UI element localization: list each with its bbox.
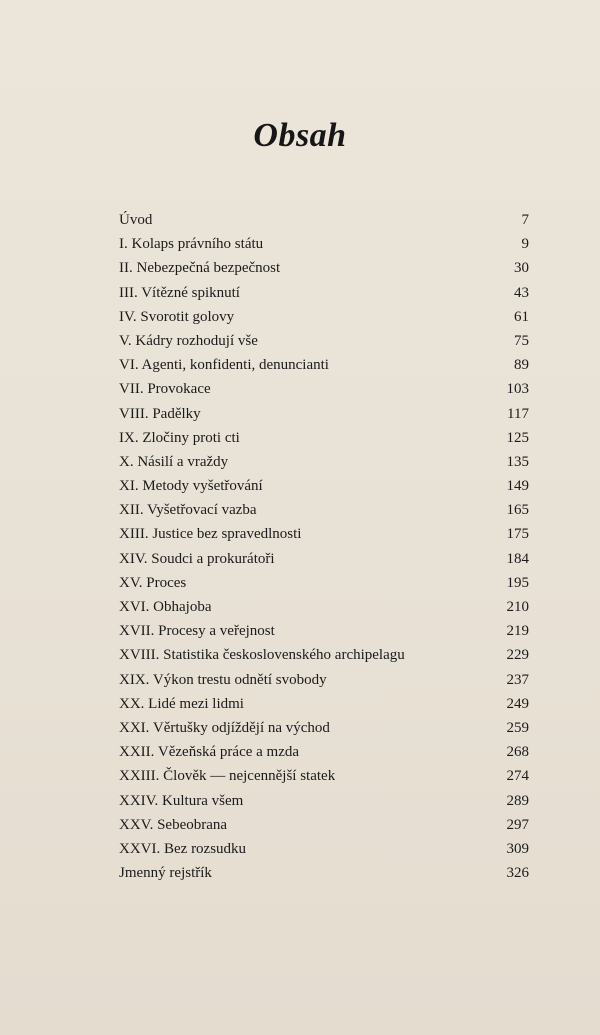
toc-entry: [119, 281, 529, 305]
table-of-contents: [119, 208, 529, 885]
toc-entry: [119, 547, 529, 571]
toc-entry-page-number: 117: [507, 405, 529, 422]
toc-entry-title: III. Vítězné spiknutí: [119, 284, 240, 301]
toc-entry: [119, 426, 529, 450]
toc-entry: [119, 353, 529, 377]
toc-entry-page-number: 149: [506, 478, 529, 495]
toc-entry-page-number: 135: [506, 453, 529, 470]
toc-entry: [119, 764, 529, 788]
toc-entry: [119, 643, 529, 667]
toc-entry-title: VI. Agenti, konfidenti, denuncianti: [119, 357, 329, 374]
toc-entry-page-number: 184: [506, 550, 529, 567]
toc-entry-title: IV. Svorotit golovy: [119, 308, 235, 325]
toc-entry-page-number: 30: [514, 260, 529, 277]
toc-entry-page-number: 7: [521, 212, 529, 228]
toc-entry: [119, 232, 529, 256]
toc-entry-page-number: 89: [514, 357, 529, 374]
toc-entry-page-number: 210: [506, 599, 529, 615]
page-title: Obsah: [253, 117, 347, 154]
toc-entry: [119, 571, 529, 595]
toc-entry-title: II. Nebezpečná bezpečnost: [119, 260, 281, 277]
toc-entry-page-number: 175: [506, 526, 529, 543]
toc-entry-title: VIII. Padělky: [119, 405, 201, 422]
toc-entry-title: XVII. Procesy a veřejnost: [119, 623, 275, 640]
toc-entry: [119, 498, 529, 522]
toc-entry-title: VII. Provokace: [119, 381, 211, 398]
toc-entry: [119, 668, 529, 692]
toc-entry-title: I. Kolaps právního státu: [119, 236, 264, 253]
toc-entry-page-number: 249: [506, 695, 529, 712]
toc-entry-title: XV. Proces: [119, 574, 187, 591]
toc-entry-page-number: 43: [514, 284, 529, 301]
toc-entry: [119, 522, 529, 546]
toc-entry-page-number: 326: [506, 865, 529, 882]
toc-entry-title: XXV. Sebeobrana: [119, 816, 228, 833]
toc-entry: [119, 789, 529, 813]
toc-entry-title: XXII. Vězeňská práce a mzda: [119, 744, 300, 761]
toc-entry-title: XI. Metody vyšetřování: [119, 478, 263, 495]
toc-entry: [119, 813, 529, 837]
toc-entry-title: XVI. Obhajoba: [119, 599, 212, 615]
toc-entry-page-number: 309: [506, 840, 529, 857]
toc-entry: [119, 837, 529, 861]
toc-entry-page-number: 125: [506, 429, 529, 446]
toc-entry-title: XIII. Justice bez spravedlnosti: [119, 526, 302, 543]
toc-entry: [119, 740, 529, 764]
toc-entry-page-number: 9: [521, 236, 529, 253]
toc-entry: [119, 595, 529, 619]
toc-entry-page-number: 229: [506, 647, 529, 664]
toc-entry-title: XVIII. Statistika československého archipelagu: [119, 647, 405, 664]
toc-entry-page-number: 103: [506, 381, 529, 398]
toc-entry: [119, 377, 529, 401]
toc-entry-title: XXIV. Kultura všem: [119, 792, 244, 809]
toc-entry-title: XXIII. Člověk — nejcennější statek: [119, 768, 336, 785]
toc-entry: [119, 619, 529, 643]
toc-entry-title: XIV. Soudci a prokurátoři: [119, 550, 275, 567]
toc-entry: [119, 329, 529, 353]
toc-entry: [119, 305, 529, 329]
toc-entry-title: XXI. Věrtušky odjíždějí na východ: [119, 719, 330, 736]
toc-entry-title: V. Kádry rozhodují vše: [119, 332, 258, 349]
toc-entry: [119, 861, 529, 885]
toc-entry-title: XII. Vyšetřovací vazba: [119, 502, 257, 519]
toc-entry-title: Jmenný rejstřík: [119, 865, 212, 882]
toc-entry-title: IX. Zločiny proti cti: [119, 429, 240, 446]
toc-entry-page-number: 195: [506, 574, 529, 591]
toc-entry: [119, 692, 529, 716]
toc-entry: [119, 474, 529, 498]
toc-entry-page-number: 237: [506, 671, 529, 688]
toc-entry-title: XIX. Výkon trestu odnětí svobody: [119, 671, 327, 688]
toc-entry-page-number: 268: [506, 744, 529, 761]
toc-entry-page-number: 259: [506, 719, 529, 736]
toc-entry-title: XX. Lidé mezi lidmi: [119, 695, 244, 712]
toc-entry: [119, 450, 529, 474]
toc-entry-page-number: 61: [514, 308, 529, 325]
toc-entry-page-number: 165: [506, 502, 529, 519]
toc-entry-title: X. Násilí a vraždy: [119, 453, 229, 470]
toc-entry-title: XXVI. Bez rozsudku: [119, 840, 247, 857]
toc-entry-page-number: 297: [506, 816, 529, 833]
toc-entry-page-number: 274: [506, 768, 529, 785]
toc-entry-page-number: 75: [514, 332, 529, 349]
toc-entry: [119, 256, 529, 280]
toc-entry-title: Úvod: [119, 212, 153, 228]
toc-entry-page-number: 219: [506, 623, 529, 640]
toc-entry-page-number: 289: [506, 792, 529, 809]
toc-entry: [119, 402, 529, 426]
toc-entry: [119, 208, 529, 232]
toc-entry: [119, 716, 529, 740]
